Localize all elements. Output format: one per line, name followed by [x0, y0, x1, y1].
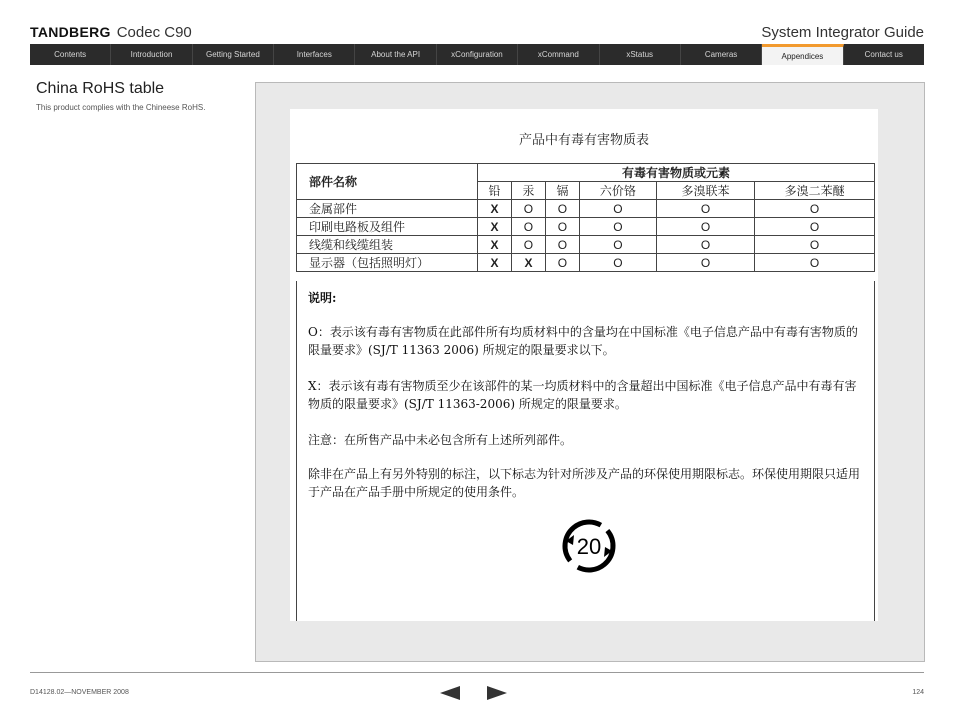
substance-value-cell: O: [545, 200, 579, 218]
page-number: 124: [912, 689, 924, 696]
footer-divider: [30, 672, 924, 673]
nav-tab-cameras[interactable]: Cameras: [681, 44, 762, 65]
document-frame: [255, 82, 925, 662]
substance-value-cell: O: [511, 200, 545, 218]
substance-header: 多溴二苯醚: [755, 182, 875, 200]
substance-value-cell: O: [511, 236, 545, 254]
epup-20-icon: [560, 517, 618, 575]
nav-tab-contact-us[interactable]: Contact us: [864, 50, 903, 59]
document-page: [290, 109, 878, 621]
substance-value-cell: X: [478, 218, 512, 236]
substance-value-cell: O: [656, 236, 754, 254]
substance-value-cell: O: [656, 254, 754, 272]
substance-value-cell: O: [545, 254, 579, 272]
nav-tab-xconfiguration[interactable]: xConfiguration: [437, 44, 518, 65]
guide-title: System Integrator Guide: [761, 24, 924, 41]
nav-tab-introduction[interactable]: Introduction: [111, 44, 192, 65]
note-attention: 注意：在所售产品中未必包含所有上述所列部件。: [308, 433, 573, 447]
product-name: Codec C90: [116, 24, 192, 41]
table-row: [297, 254, 875, 272]
substance-value-cell: O: [545, 218, 579, 236]
document-heading: 产品中有毒有害物质表: [518, 133, 649, 148]
nav-tab-xcommand[interactable]: xCommand: [518, 44, 599, 65]
substance-value-cell: O: [545, 236, 579, 254]
nav-tab-about-the-api[interactable]: About the API: [355, 44, 436, 65]
previous-page-arrow-icon[interactable]: [440, 685, 460, 701]
table-row: [297, 200, 875, 218]
substance-value-cell: O: [579, 200, 656, 218]
footer-doc-id: D14128.02—NOVEMBER 2008: [30, 689, 129, 696]
nav-tab-contents[interactable]: Contents: [30, 44, 111, 65]
substance-value-cell: X: [478, 200, 512, 218]
part-name-cell: 显示器（包括照明灯）: [297, 254, 478, 272]
substance-value-cell: O: [579, 218, 656, 236]
substance-header: 镉: [545, 182, 579, 200]
substance-value-cell: X: [478, 254, 512, 272]
page-title: China RoHS table: [36, 80, 165, 97]
substance-value-cell: X: [511, 254, 545, 272]
substance-value-cell: O: [579, 254, 656, 272]
substance-value-cell: X: [478, 236, 512, 254]
nav-tab-interfaces[interactable]: Interfaces: [274, 44, 355, 65]
substance-value-cell: O: [755, 254, 875, 272]
substance-value-cell: O: [755, 200, 875, 218]
rohs-table: [296, 163, 875, 272]
substance-value-cell: O: [755, 236, 875, 254]
next-page-arrow-icon[interactable]: [487, 685, 507, 701]
part-name-cell: 印刷电路板及组件: [297, 218, 478, 236]
brand: [30, 24, 192, 41]
notes-title: 说明:: [308, 291, 337, 305]
nav-bar: [30, 44, 924, 65]
substance-header: 六价铬: [579, 182, 656, 200]
substance-value-cell: O: [656, 218, 754, 236]
substance-header: 铅: [478, 182, 512, 200]
part-name-cell: 金属部件: [297, 200, 478, 218]
nav-tab-xstatus[interactable]: xStatus: [600, 44, 681, 65]
note-x: X：表示该有毒有害物质至少在该部件的某一均质材料中的含量超出中国标准《电子信息产品中有毒有害物质的限量要求》(SJ/T 11363-2006) 所规定的限量要求。: [308, 379, 857, 411]
brand-logo: TANDBERG: [30, 24, 111, 40]
note-label: 除非在产品上有另外特别的标注，以下标志为针对所涉及产品的环保使用期限标志。环保使用期限只适用于产品在产品手册中所规定的使用条件。: [308, 467, 861, 499]
substance-header: 多溴联苯: [656, 182, 754, 200]
substance-value-cell: O: [656, 200, 754, 218]
part-name-header: 部件名称: [297, 164, 478, 200]
substance-value-cell: O: [579, 236, 656, 254]
substance-value-cell: O: [511, 218, 545, 236]
page-description: This product complies with the Chineese RoHS.: [36, 103, 206, 112]
note-o: O：表示该有毒有害物质在此部件所有均质材料中的含量均在中国标准《电子信息产品中有毒有害物质的限量要求》(SJ/T 11363 2006) 所规定的限量要求以下。: [308, 325, 858, 357]
substance-value-cell: O: [755, 218, 875, 236]
part-name-cell: 线缆和线缆组装: [297, 236, 478, 254]
nav-tab-getting-started[interactable]: Getting Started: [193, 44, 274, 65]
table-row: [297, 218, 875, 236]
substance-group-header: 有毒有害物质或元素: [478, 164, 875, 182]
nav-tab-appendices[interactable]: Appendices: [762, 44, 843, 65]
epup-years-label: 20: [576, 534, 602, 559]
table-row: [297, 236, 875, 254]
substance-header: 汞: [511, 182, 545, 200]
